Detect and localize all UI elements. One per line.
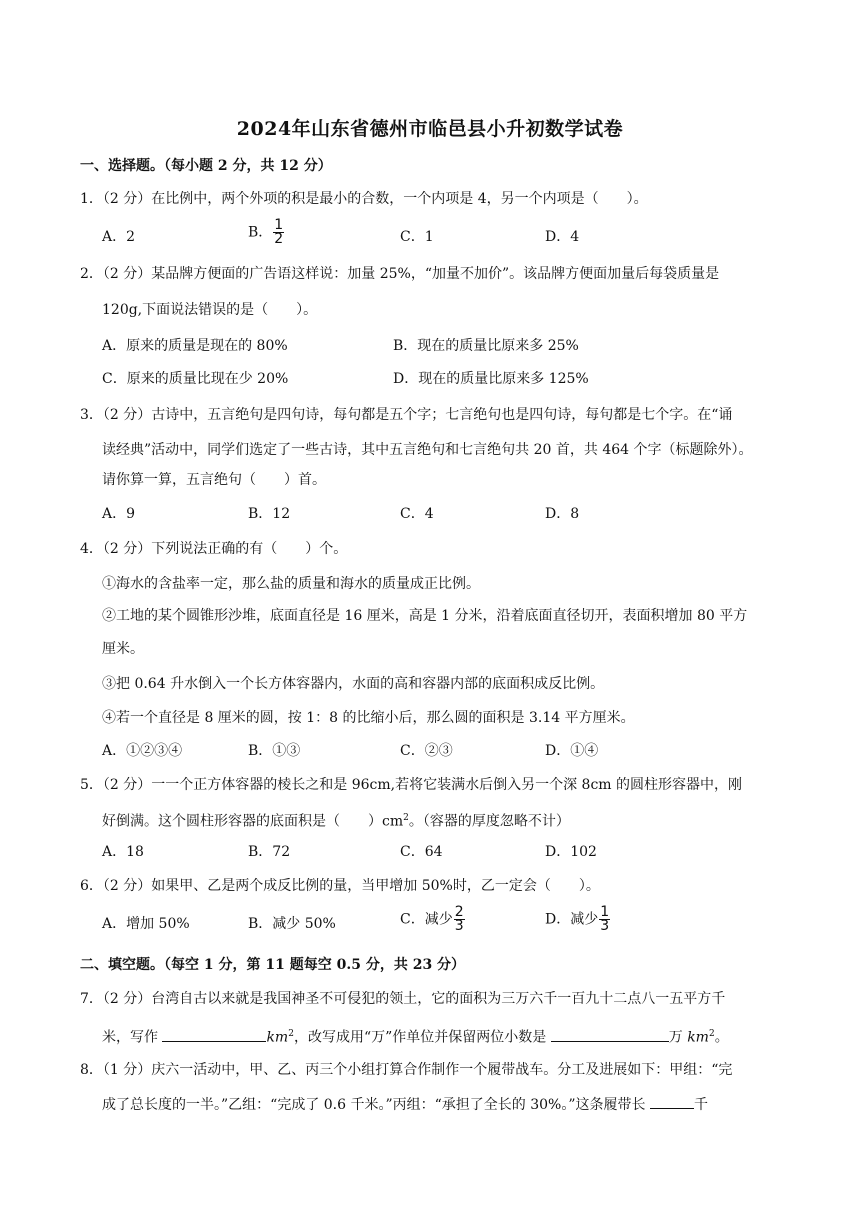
q1-option-b-fraction xyxy=(273,219,284,246)
q3-option-d: D．8 xyxy=(545,506,580,522)
question-3-line-3: 请你算一算，五言绝句（ ）首。 xyxy=(102,472,326,488)
q5-option-d: D．102 xyxy=(545,844,597,860)
question-4-stem: 4．（2 分）下列说法正确的有（ ）个。 xyxy=(80,541,348,557)
q4-statement-2-line-1: ②工地的某个圆锥形沙堆，底面直径是 16 厘米，高是 1 分米，沿着底面直径切开，表面积增加 80 平方 xyxy=(102,608,748,624)
fraction-denominator: 2 xyxy=(274,231,284,247)
question-3-line-1: 3．（2 分）古诗中，五言绝句是四句诗，每句都是五个字；七言绝句也是四句诗，每句都是七个字。在“诵 xyxy=(80,407,733,423)
q1-option-c: C．1 xyxy=(400,229,434,245)
q6-option-d-label: D．减少 xyxy=(545,911,599,928)
page-title: 2024年山东省德州市临邑县小升初数学试卷 xyxy=(236,118,624,140)
q7-text-c: 万 xyxy=(668,1029,683,1046)
q7-text-b: ，改写成用“万”作单位并保留两位小数是 xyxy=(293,1029,547,1046)
section-heading-choice: 一、选择题。（每小题 2 分，共 12 分） xyxy=(80,158,332,174)
q2-option-a: A．原来的质量是现在的 80% xyxy=(102,338,288,354)
question-2-line-2: 120g,下面说法错误的是（ ）。 xyxy=(102,302,318,318)
question-2-line-1: 2．（2 分）某品牌方便面的广告语这样说：加量 25%，“加量不加价”。该品牌方便面加量后每袋质量是 xyxy=(80,266,720,282)
question-8-line-2 xyxy=(102,1094,708,1115)
q5-option-c: C．64 xyxy=(400,844,443,860)
fraction-numerator: 1 xyxy=(274,217,284,233)
q5-option-b: B．72 xyxy=(248,844,291,860)
answer-blank-2[interactable] xyxy=(551,1027,669,1042)
q6-option-d-fraction xyxy=(599,906,610,933)
q6-option-c-label: C．减少 xyxy=(400,911,453,928)
q1-option-b-label: B． xyxy=(248,224,273,241)
answer-blank-3[interactable] xyxy=(650,1094,694,1109)
fraction-numerator: 2 xyxy=(454,904,464,920)
question-1-stem: 1．（2 分）在比例中，两个外项的积是最小的合数，一个内项是 4，另一个内项是（ ）。 xyxy=(80,191,648,207)
q7-text-end: 。 xyxy=(714,1029,729,1046)
q2-option-c: C．原来的质量比现在少 20% xyxy=(102,371,289,387)
q5-line-2-text: 好倒满。这个圆柱形容器的底面积是（ ）cm xyxy=(102,813,404,830)
q4-statement-3: ③把 0.64 升水倒入一个长方体容器内，水面的高和容器内部的底面积成反比例。 xyxy=(102,676,605,692)
q6-option-b: B．减少 50% xyxy=(248,916,336,932)
question-3-line-2: 读经典”活动中，同学们选定了一些古诗，其中五言绝句和七言绝句共 20 首，共 464 个字（标题除外）。 xyxy=(102,442,753,458)
q1-option-d: D．4 xyxy=(545,229,580,245)
q7-unit-2: km xyxy=(687,1029,709,1046)
q7-exponent-1: 2 xyxy=(288,1029,294,1039)
q7-exponent-2: 2 xyxy=(708,1029,715,1039)
q6-option-c xyxy=(400,906,465,933)
q3-option-a: A．9 xyxy=(102,506,136,522)
question-6-stem: 6．（2 分）如果甲、乙是两个成反比例的量，当甲增加 50%时，乙一定会（ ）。 xyxy=(80,878,600,894)
q5-line-2-tail: 。（容器的厚度忽略不计） xyxy=(408,813,570,830)
q4-option-d: D．①④ xyxy=(545,743,599,759)
q4-option-a: A．①②③④ xyxy=(102,743,183,759)
question-5-line-1: 5．（2 分）一一个正方体容器的棱长之和是 96cm,若将它装满水后倒入另一个深 8cm 的圆柱形容器中，刚 xyxy=(80,777,743,793)
q4-statement-4: ④若一个直径是 8 厘米的圆，按 1：8 的比缩小后，那么圆的面积是 3.14 平方厘米。 xyxy=(102,710,635,726)
section-heading-fill-in: 二、填空题。（每空 1 分，第 11 题每空 0.5 分，共 23 分） xyxy=(80,957,466,973)
fraction-denominator: 3 xyxy=(600,918,610,934)
q4-statement-2-line-2: 厘米。 xyxy=(102,641,144,657)
q5-exponent: 2 xyxy=(403,813,409,823)
question-7-line-1: 7．（2 分）台湾自古以来就是我国神圣不可侵犯的领土，它的面积为三万六千一百九十二点八一五平方千 xyxy=(80,991,726,1007)
fraction-denominator: 3 xyxy=(454,918,464,934)
q2-option-b: B．现在的质量比原来多 25% xyxy=(393,338,579,354)
q4-statement-1: ①海水的含盐率一定，那么盐的质量和海水的质量成正比例。 xyxy=(102,576,480,592)
q6-option-d xyxy=(545,906,610,933)
q4-option-b: B．①③ xyxy=(248,743,301,759)
q1-option-b xyxy=(248,219,284,246)
question-7-line-2 xyxy=(102,1024,729,1048)
q1-option-a: A．2 xyxy=(102,229,136,245)
question-5-line-2 xyxy=(102,808,570,832)
q3-option-c: C．4 xyxy=(400,506,434,522)
q7-unit-1: km xyxy=(266,1029,289,1046)
q8-text-end: 千 xyxy=(693,1097,708,1113)
q3-option-b: B．12 xyxy=(248,506,291,522)
q8-text-a: 成了总长度的一半。”乙组：“完成了 0.6 千米。”丙组：“承担了全长的 30%。”这条履带长 xyxy=(102,1097,646,1113)
fraction-numerator: 1 xyxy=(600,904,610,920)
question-8-line-1: 8．（1 分）庆六一活动中，甲、乙、丙三个小组打算合作制作一个履带战车。分工及进展如下：甲组：“完 xyxy=(80,1062,733,1078)
q5-option-a: A．18 xyxy=(102,844,144,860)
q4-option-c: C．②③ xyxy=(400,743,453,759)
q7-text-a: 米，写作 xyxy=(102,1029,158,1046)
q6-option-a: A．增加 50% xyxy=(102,916,190,932)
answer-blank-1[interactable] xyxy=(162,1027,266,1042)
q2-option-d: D．现在的质量比原来多 125% xyxy=(393,371,589,387)
q6-option-c-fraction xyxy=(454,906,465,933)
